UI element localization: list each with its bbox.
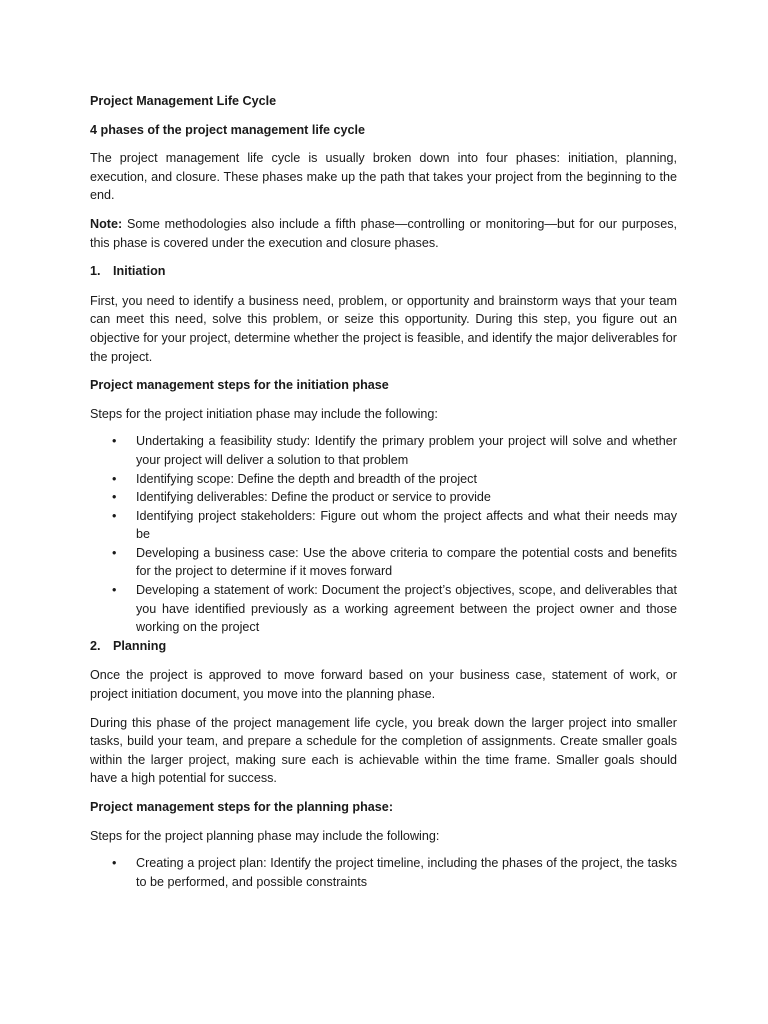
list-item: • Identifying scope: Define the depth and breadth of the project (90, 470, 677, 489)
section-number: 2. (90, 638, 101, 653)
initiation-paragraph: First, you need to identify a business need, problem, or opportunity and brainstorm ways that your team can meet this need, solve this problem, or seize this opportunity. During this step, you figure out an objective for your project, determine whether the project is feasible, and identify the major deliverables for the project. (90, 293, 677, 364)
list-item: • Developing a business case: Use the above criteria to compare the potential costs and benefits for the project to determine if it moves forward (112, 545, 677, 579)
bullet-icon: • (112, 583, 117, 598)
planning-steps-intro: Steps for the project planning phase may include the following: (90, 828, 440, 843)
intro-paragraph: The project management life cycle is usually broken down into four phases: initiation, planning, execution, and closure. These phases make up the path that takes your project from the beginning to the end. (90, 151, 677, 203)
list-item: • Creating a project plan: Identify the project timeline, including the phases of the project, the tasks to be performed, and possible constraints (112, 856, 677, 889)
initiation-bullet-list (90, 432, 677, 637)
planning-steps-heading: Project management steps for the planning phase: (90, 800, 394, 814)
planning-paragraph-1: Once the project is approved to move forward based on your business case, statement of work, or project initiation document, you move into the planning phase. (90, 668, 677, 702)
bullet-icon: • (112, 545, 117, 560)
initiation-steps-intro: Steps for the project initiation phase may include the following: (90, 406, 438, 421)
list-item: • Identifying project stakeholders: Figure out whom the project affects and what their needs may be (112, 508, 677, 542)
bullet-icon: • (112, 856, 117, 871)
section-heading-planning (90, 637, 677, 656)
section-title: Initiation (113, 264, 166, 279)
document-page (90, 92, 677, 891)
bullet-icon: • (112, 434, 117, 449)
bullet-icon: • (112, 471, 117, 486)
section-title: Planning (113, 638, 167, 653)
planning-bullet-list (90, 854, 677, 891)
document-subtitle: 4 phases of the project management life cycle (90, 122, 366, 137)
section-number: 1. (90, 264, 101, 279)
note-text: Some methodologies also include a fifth phase—controlling or monitoring—but for our purposes, this phase is covered under the execution and closure phases. (90, 216, 677, 250)
bullet-icon: • (112, 490, 117, 505)
initiation-steps-heading: Project management steps for the initiation phase (90, 378, 389, 393)
note-label: Note: (90, 216, 123, 231)
note-paragraph (90, 215, 677, 252)
list-item: • Undertaking a feasibility study: Identify the primary problem your project will solve and whether your project will deliver a solution to that problem (112, 434, 677, 467)
bullet-icon: • (112, 508, 117, 523)
list-item: • Developing a statement of work: Document the project’s objectives, scope, and deliverables that you have identified previously as a working agreement between the project owner and those working on the project (112, 583, 677, 635)
list-item: • Identifying deliverables: Define the product or service to provide (90, 488, 677, 507)
planning-paragraph-2: During this phase of the project management life cycle, you break down the larger project into smaller tasks, build your team, and prepare a schedule for the completion of assignments. Create smaller goals within the larger project, making sure each is achievable within the time frame. Smaller goals should have a high potential for success. (90, 715, 677, 786)
section-heading-initiation (90, 262, 677, 281)
document-title: Project Management Life Cycle (90, 94, 277, 108)
